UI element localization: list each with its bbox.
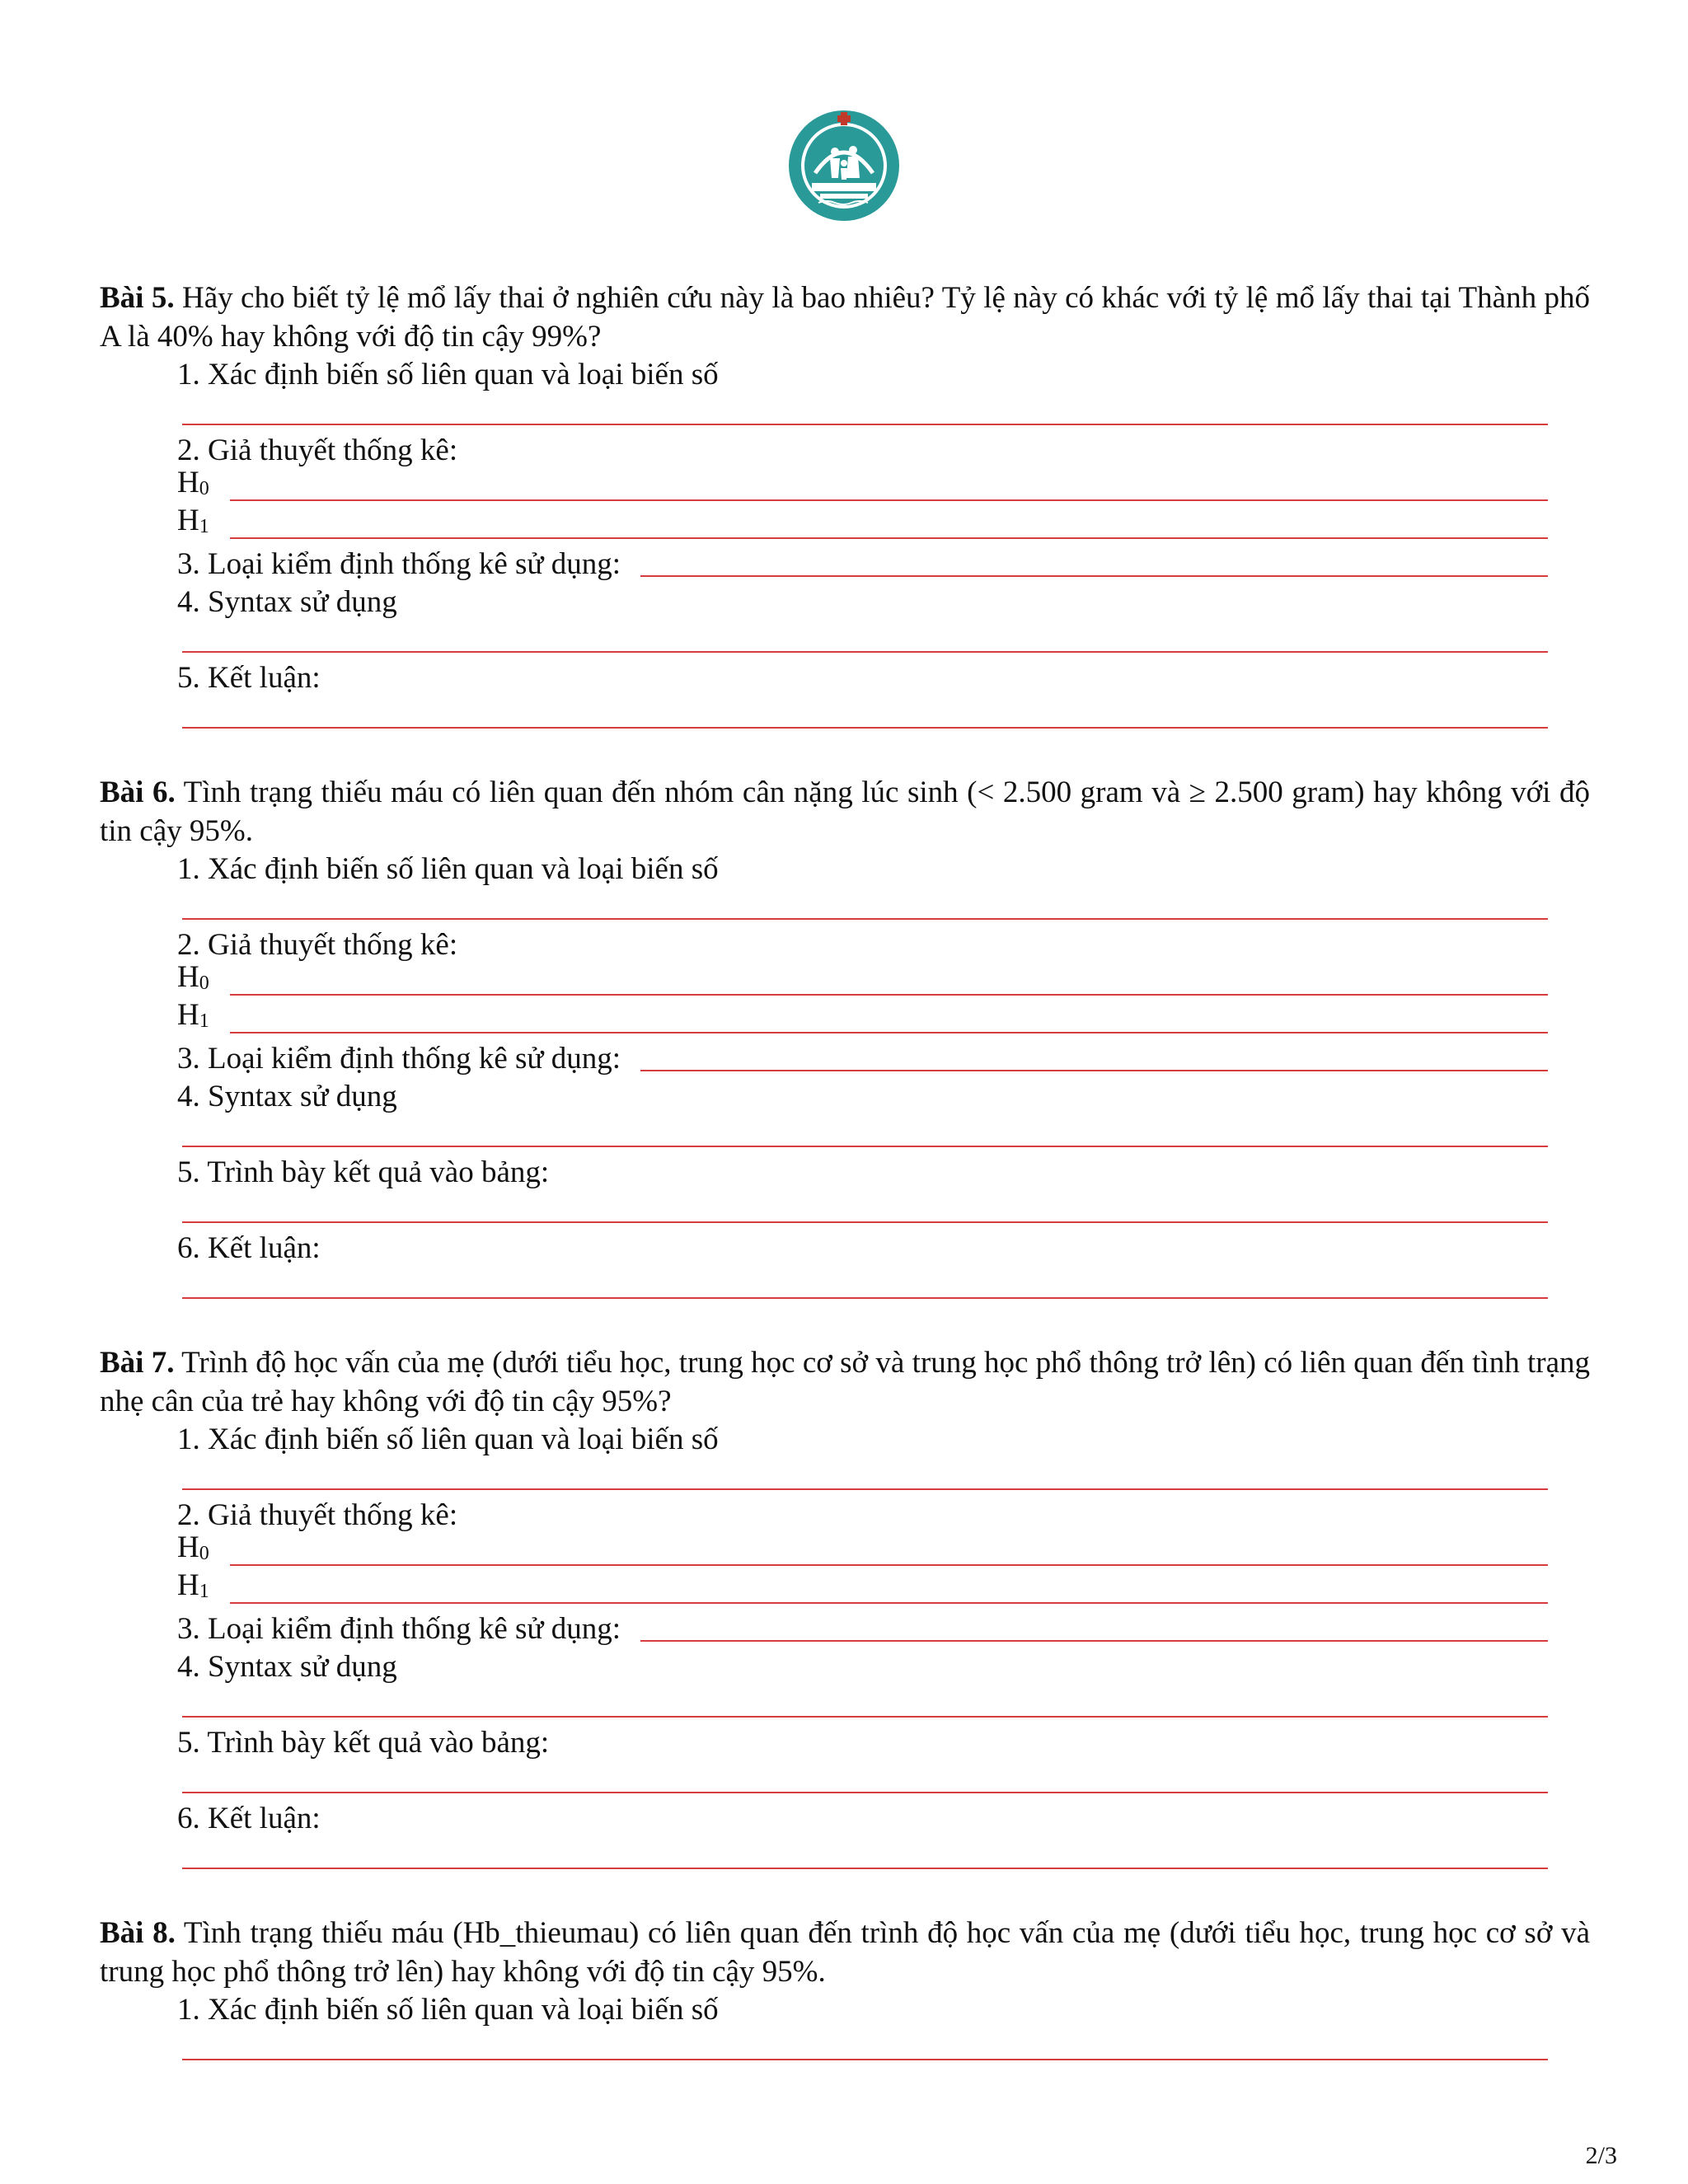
problem-6-label: Bài 6.: [100, 776, 176, 809]
problem-6-step-1: 1. Xác định biến số liên quan và loại biến số: [177, 852, 719, 886]
problem-7-h1-label: $H_1$: [177, 1568, 209, 1602]
problem-5-h1-label: $H_1$: [177, 504, 209, 537]
problem-8-answer-line-1[interactable]: [182, 2029, 1548, 2067]
problem-5-step-4: 4. Syntax sử dụng: [177, 585, 397, 619]
problem-7-syntax-line[interactable]: [182, 1686, 1548, 1724]
problem-8-text: Tình trạng thiếu máu (Hb_thieumau) có liên quan đến trình độ học vấn của mẹ (dưới tiểu học, trung học cơ sở và trung học phổ thông trở lên) hay không với độ tin cậy 95%.: [100, 1916, 1590, 1989]
problem-6-answer-line-1[interactable]: [182, 888, 1548, 926]
problem-6-h0-row: [177, 960, 1548, 1002]
problem-7-step-6: 6. Kết luận:: [177, 1802, 321, 1835]
problem-7-h1-line[interactable]: [230, 1602, 1548, 1604]
problem-7-answer-line-1[interactable]: [182, 1459, 1548, 1497]
faculty-logo: [787, 109, 901, 223]
problem-6-h1-label: $H_1$: [177, 998, 209, 1032]
problem-8: [100, 1914, 1590, 2067]
problem-7-conclusion-line[interactable]: [182, 1838, 1548, 1876]
problem-7-step-2: 2. Giả thuyết thống kê:: [177, 1498, 458, 1532]
problem-6-test-line[interactable]: [640, 1070, 1548, 1071]
problem-6-step-3: 3. Loại kiểm định thống kê sử dụng:: [177, 1042, 621, 1076]
problem-5-test-line[interactable]: [640, 575, 1548, 577]
problem-7: [100, 1343, 1590, 1876]
problem-5-step-1: 1. Xác định biến số liên quan và loại biến số: [177, 358, 719, 391]
problem-6-step-4: 4. Syntax sử dụng: [177, 1080, 397, 1113]
problem-5-h1-row: [177, 504, 1548, 546]
problem-7-step-3: 3. Loại kiểm định thống kê sử dụng:: [177, 1612, 621, 1646]
problem-7-step-4: 4. Syntax sử dụng: [177, 1650, 397, 1684]
problem-6-table-line[interactable]: [182, 1192, 1548, 1230]
problem-5-answer-line-1[interactable]: [182, 394, 1548, 432]
problem-5-h0-line[interactable]: [230, 499, 1548, 501]
problem-5-step-3: 3. Loại kiểm định thống kê sử dụng:: [177, 547, 621, 581]
problem-5-statement: [100, 279, 1590, 356]
problem-5-step-3-row: [177, 546, 1548, 583]
problem-5-step-2: 2. Giả thuyết thống kê:: [177, 434, 458, 467]
problem-5-h0-row: [177, 466, 1548, 508]
problem-8-statement: [100, 1914, 1590, 1991]
problem-7-h0-row: [177, 1530, 1548, 1572]
problem-6-step-3-row: [177, 1040, 1548, 1078]
problem-7-label: Bài 7.: [100, 1346, 175, 1380]
problem-6-syntax-line[interactable]: [182, 1116, 1548, 1154]
problem-7-h0-label: $H_0$: [177, 1530, 209, 1564]
problem-6-statement: [100, 773, 1590, 851]
problem-7-h1-row: [177, 1568, 1548, 1610]
problem-7-text: Trình độ học vấn của mẹ (dưới tiểu học, trung học cơ sở và trung học phổ thông trở lên) có liên quan đến tình trạng nhẹ cân của trẻ hay không với độ tin cậy 95%?: [100, 1346, 1590, 1418]
problem-8-label: Bài 8.: [100, 1916, 176, 1950]
problem-6-step-6: 6. Kết luận:: [177, 1231, 321, 1265]
problem-6: [100, 773, 1590, 1305]
page-number: 2/3: [1585, 2142, 1617, 2169]
problem-7-table-line[interactable]: [182, 1762, 1548, 1800]
problem-7-step-1: 1. Xác định biến số liên quan và loại biến số: [177, 1422, 719, 1456]
problem-5-h1-line[interactable]: [230, 537, 1548, 539]
problem-5-label: Bài 5.: [100, 281, 175, 315]
problem-7-statement: [100, 1343, 1590, 1421]
problem-6-text: Tình trạng thiếu máu có liên quan đến nhóm cân nặng lúc sinh (< 2.500 gram và ≥ 2.500 gram) hay không với độ tin cậy 95%.: [100, 776, 1590, 848]
problem-6-conclusion-line[interactable]: [182, 1268, 1548, 1305]
problem-6-step-5: 5. Trình bày kết quả vào bảng:: [177, 1155, 550, 1189]
problem-5: [100, 279, 1590, 735]
problem-5-step-5: 5. Kết luận:: [177, 661, 321, 695]
problem-7-step-3-row: [177, 1610, 1548, 1648]
exercise-content: [100, 279, 1590, 2105]
problem-6-step-2: 2. Giả thuyết thống kê:: [177, 928, 458, 962]
problem-8-step-1: 1. Xác định biến số liên quan và loại biến số: [177, 1993, 719, 2027]
problem-7-h0-line[interactable]: [230, 1564, 1548, 1566]
problem-5-text: Hãy cho biết tỷ lệ mổ lấy thai ở nghiên cứu này là bao nhiêu? Tỷ lệ này có khác với tỷ lệ mổ lấy thai tại Thành phố A là 40% hay không với độ tin cậy 99%?: [100, 281, 1590, 354]
problem-7-test-line[interactable]: [640, 1640, 1548, 1642]
problem-5-syntax-line[interactable]: [182, 621, 1548, 659]
problem-6-h1-row: [177, 998, 1548, 1040]
problem-7-step-5: 5. Trình bày kết quả vào bảng:: [177, 1726, 550, 1760]
problem-5-h0-label: $H_0$: [177, 466, 209, 499]
problem-6-h1-line[interactable]: [230, 1032, 1548, 1033]
problem-5-conclusion-line[interactable]: [182, 697, 1548, 735]
problem-6-h0-label: $H_0$: [177, 960, 209, 994]
faculty-logo-emblem: [787, 109, 901, 223]
problem-6-h0-line[interactable]: [230, 994, 1548, 996]
